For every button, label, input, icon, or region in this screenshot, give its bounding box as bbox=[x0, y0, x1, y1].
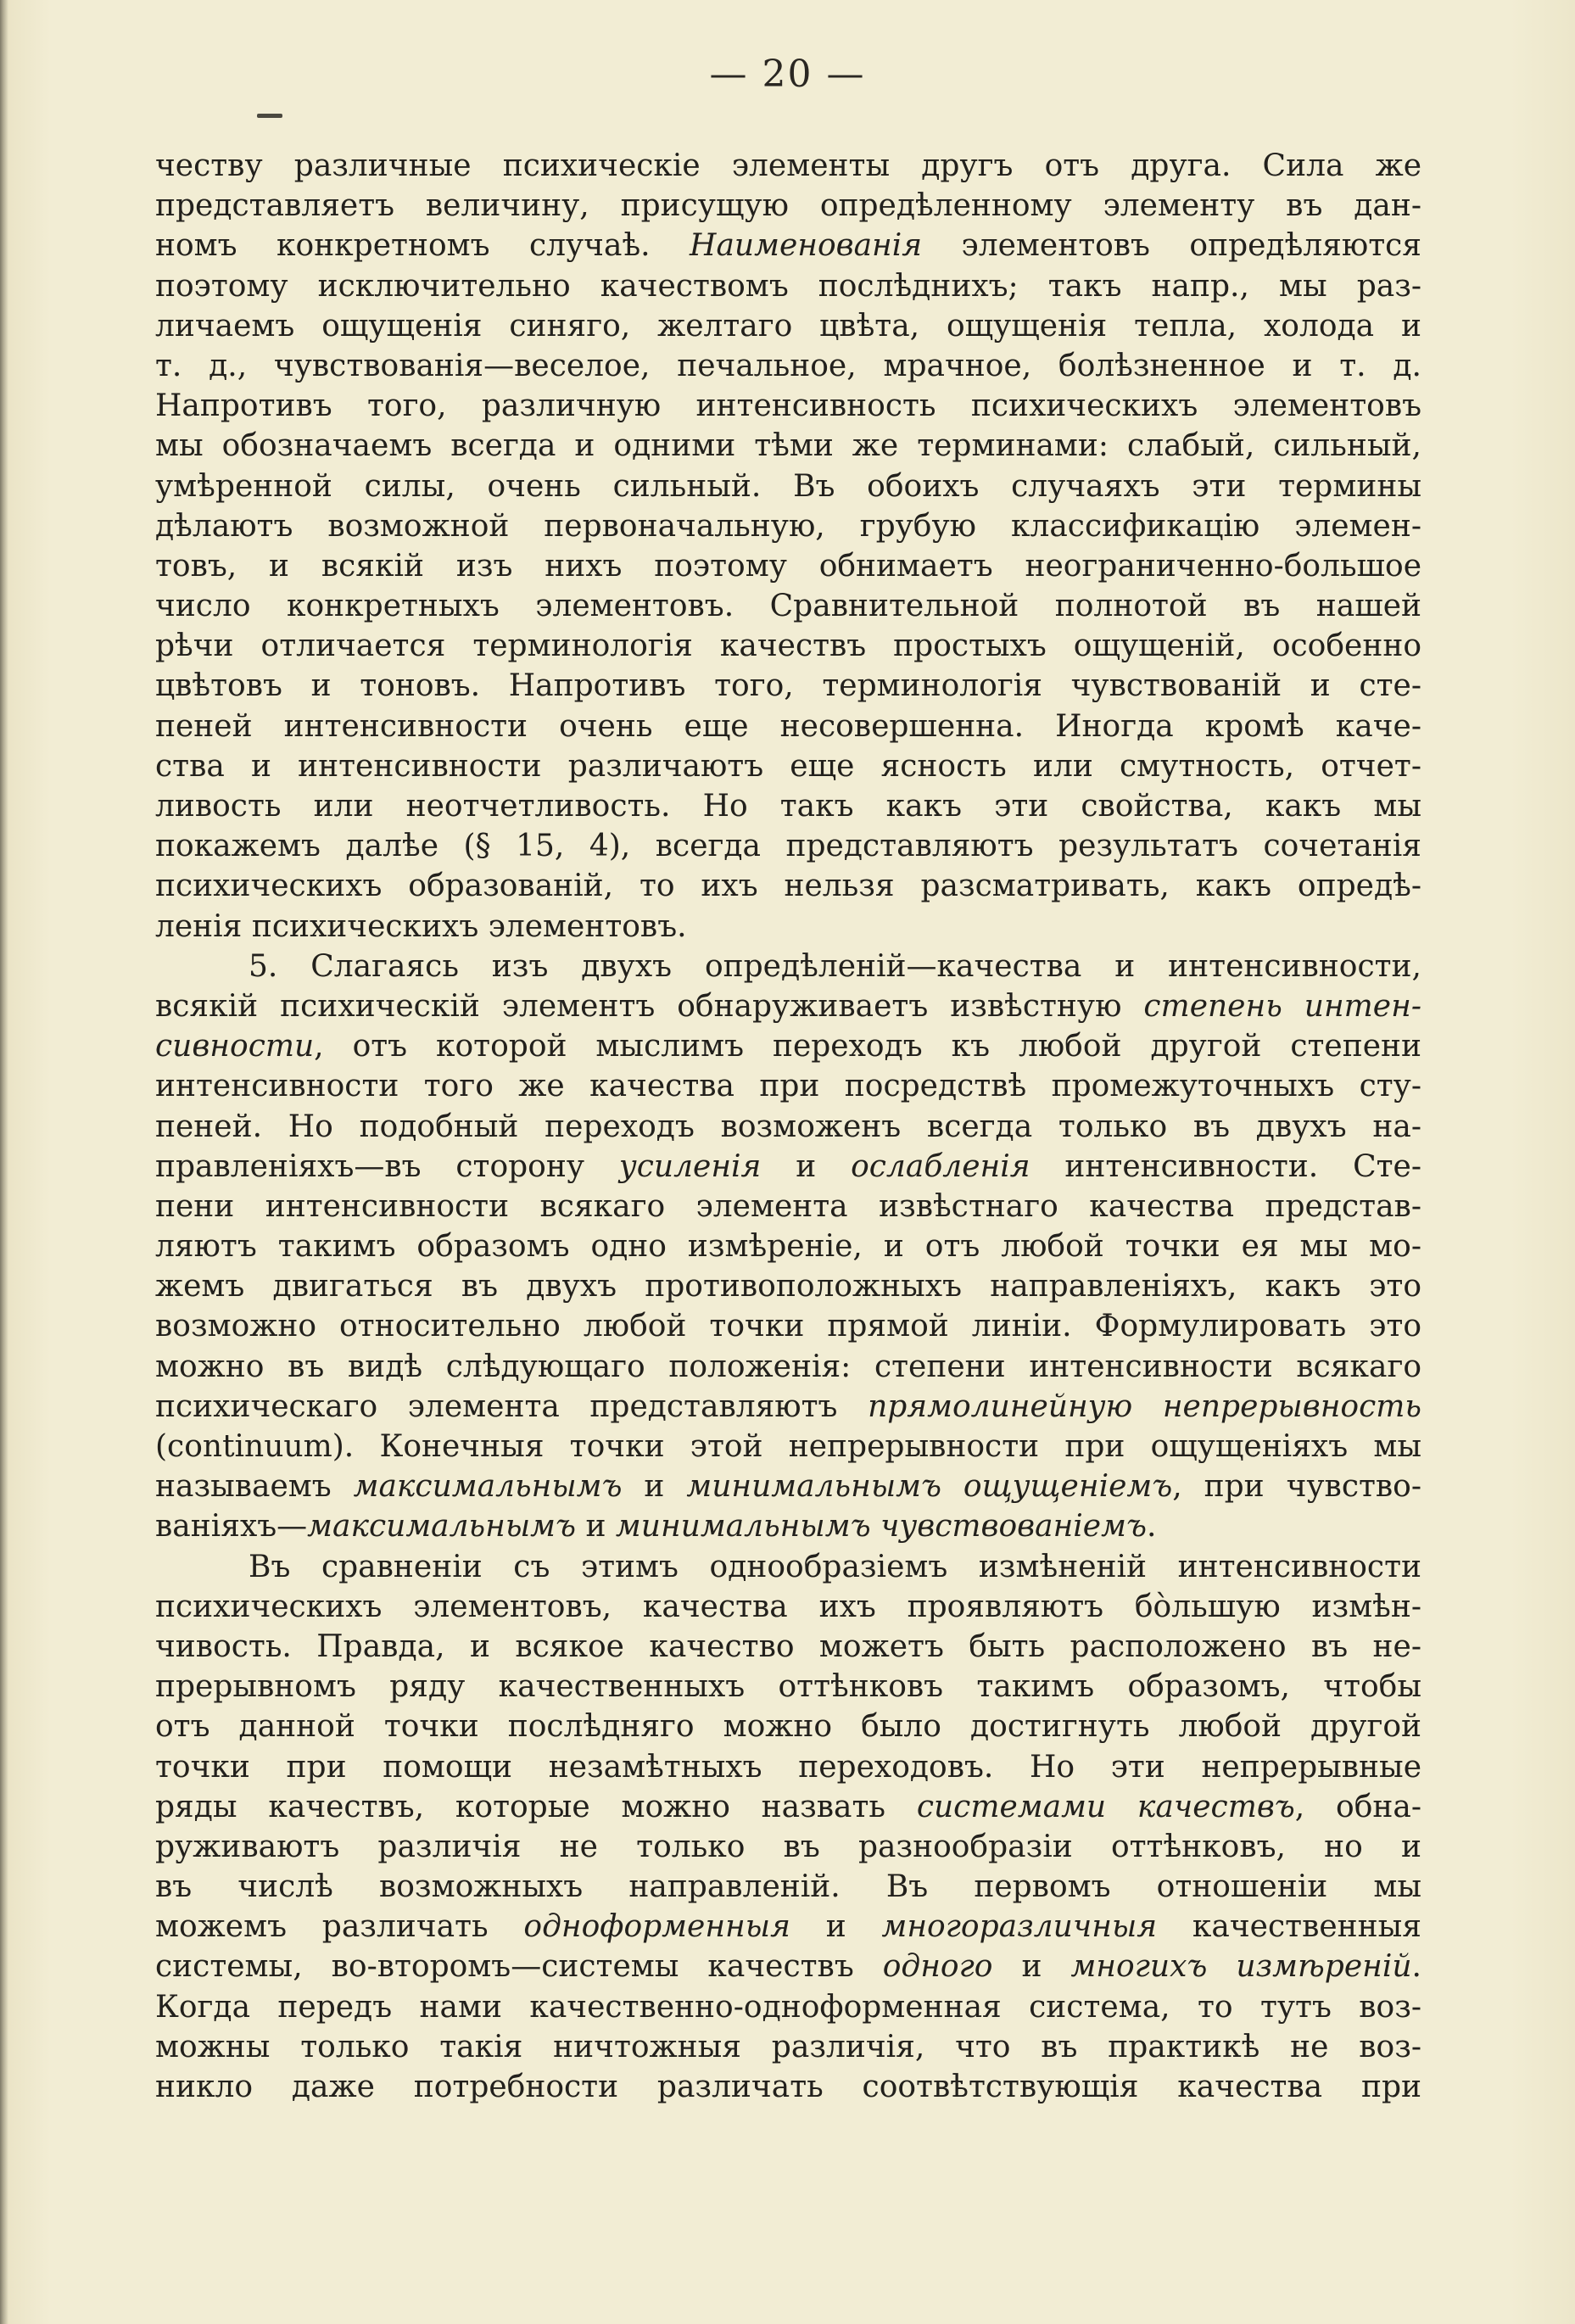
italic-term: степень интен- bbox=[1143, 988, 1421, 1024]
text-line bbox=[155, 306, 1421, 346]
text-line bbox=[155, 506, 1421, 546]
binding-edge bbox=[0, 0, 8, 2324]
text-line bbox=[155, 626, 1421, 666]
text-line bbox=[155, 186, 1421, 226]
text-run: въ числѣ возможныхъ направленій. Въ первомъ отношеніи мы bbox=[155, 1869, 1421, 1905]
text-run: рѣчи отличается терминологія качествъ простыхъ ощущеній, особенно bbox=[155, 628, 1421, 664]
text-line bbox=[155, 1787, 1421, 1827]
text-run: ства и интенсивности различаютъ еще ясность или смутность, отчет- bbox=[155, 748, 1421, 784]
text-line bbox=[155, 1347, 1421, 1387]
text-run: Когда передъ нами качественно-одноформенная система, то тутъ воз- bbox=[155, 1989, 1421, 2025]
text-run: покажемъ далѣе (§ 15, 4), всегда представляютъ результатъ сочетанія bbox=[155, 829, 1421, 864]
text-run: всякій психическій элементъ обнаруживаетъ извѣстную bbox=[155, 988, 1144, 1024]
text-run: психическаго элемента представляютъ bbox=[155, 1388, 868, 1424]
text-run: . bbox=[1146, 1509, 1157, 1545]
text-line bbox=[155, 1747, 1421, 1787]
text-run: жемъ двигаться въ двухъ противоположныхъ направленіяхъ, какъ это bbox=[155, 1269, 1421, 1304]
text-run: элементовъ опредѣляются bbox=[922, 228, 1421, 264]
italic-term: сивности bbox=[155, 1029, 315, 1064]
text-line bbox=[155, 1187, 1421, 1226]
text-run: представляетъ величину, присущую опредѣленному элементу въ дан- bbox=[155, 188, 1421, 224]
text-run: и bbox=[761, 1148, 852, 1184]
text-line bbox=[155, 426, 1421, 466]
text-line bbox=[155, 1907, 1421, 1947]
italic-term: минимальнымъ чувствованіемъ bbox=[615, 1509, 1147, 1545]
italic-term: ослабленія bbox=[851, 1148, 1030, 1184]
text-run: интенсивности того же качества при посредствѣ промежуточныхъ сту- bbox=[155, 1069, 1421, 1104]
text-line bbox=[155, 786, 1421, 826]
text-run: возможно относительно любой точки прямой линіи. Формулировать это bbox=[155, 1309, 1421, 1344]
text-run: точки при помощи незамѣтныхъ переходовъ. Но эти непрерывные bbox=[155, 1749, 1421, 1785]
text-run: пеней интенсивности очень еще несовершенна. Иногда кромѣ каче- bbox=[155, 708, 1421, 744]
italic-term: максимальнымъ bbox=[353, 1469, 623, 1505]
text-run: пеней. Но подобный переходъ возможенъ всегда только въ двухъ на- bbox=[155, 1109, 1421, 1144]
text-run: . bbox=[1411, 1949, 1421, 1985]
text-run: можно въ видѣ слѣдующаго положенія: степени интенсивности всякаго bbox=[155, 1349, 1421, 1384]
text-line bbox=[155, 1306, 1421, 1346]
text-run: товъ, и всякій изъ нихъ поэтому обнимаетъ неограниченно-большое bbox=[155, 548, 1421, 584]
text-line bbox=[155, 1987, 1421, 2027]
italic-term: одноформенныя bbox=[523, 1909, 790, 1945]
text-line bbox=[155, 907, 1421, 947]
text-run: пени интенсивности всякаго элемента извѣстнаго качества представ- bbox=[155, 1188, 1421, 1224]
text-run: личаемъ ощущенія синяго, желтаго цвѣта, ощущенія тепла, холода и bbox=[155, 308, 1421, 344]
text-run: Напротивъ того, различную интенсивность психическихъ элементовъ bbox=[155, 388, 1421, 424]
italic-term: системами качествъ bbox=[916, 1789, 1295, 1824]
text-line bbox=[155, 666, 1421, 706]
text-run: правленіяхъ—въ сторону bbox=[155, 1148, 619, 1184]
body-text bbox=[155, 146, 1421, 2107]
text-run: интенсивности. Сте- bbox=[1030, 1148, 1421, 1184]
text-run: можны только такія ничтожныя различія, что въ практикѣ не воз- bbox=[155, 2029, 1421, 2064]
italic-term: усиленія bbox=[618, 1148, 762, 1184]
text-line bbox=[155, 1107, 1421, 1147]
text-run: ряды качествъ, которые можно назвать bbox=[155, 1789, 917, 1824]
text-run: ливость или неотчетливость. Но такъ какъ эти свойства, какъ мы bbox=[155, 789, 1421, 824]
text-run: 5. Слагаясь изъ двухъ опредѣленій—качества и интенсивности, bbox=[249, 948, 1421, 984]
text-line bbox=[155, 1266, 1421, 1306]
text-line bbox=[155, 546, 1421, 586]
text-run: ваніяхъ— bbox=[155, 1509, 308, 1545]
italic-term: многоразличныя bbox=[881, 1909, 1158, 1945]
text-line bbox=[155, 586, 1421, 626]
text-run: (continuum). Конечныя точки этой непрерывности при ощущеніяхъ мы bbox=[155, 1429, 1421, 1464]
text-line bbox=[155, 1466, 1421, 1506]
text-run: прерывномъ ряду качественныхъ оттѣнковъ такимъ образомъ, чтобы bbox=[155, 1669, 1421, 1705]
text-run: ленія психическихъ элементовъ. bbox=[155, 908, 687, 944]
text-run: руживаютъ различія не только въ разнообразіи оттѣнковъ, но и bbox=[155, 1829, 1421, 1864]
text-run: и bbox=[790, 1909, 882, 1945]
text-line bbox=[155, 866, 1421, 906]
text-run: и bbox=[622, 1469, 687, 1505]
page-number: — 20 — bbox=[709, 53, 866, 96]
text-line bbox=[155, 746, 1421, 786]
text-line bbox=[155, 2027, 1421, 2067]
text-run: номъ конкретномъ случаѣ. bbox=[155, 228, 690, 264]
text-line bbox=[155, 1506, 1421, 1546]
text-run: психическихъ образованій, то ихъ нельзя разсматривать, какъ опредѣ- bbox=[155, 869, 1421, 904]
text-line bbox=[155, 226, 1421, 265]
text-run: и bbox=[992, 1949, 1071, 1985]
text-run: отъ данной точки послѣдняго можно было достигнуть любой другой bbox=[155, 1709, 1421, 1745]
italic-term: многихъ измѣреній bbox=[1070, 1949, 1412, 1985]
text-line bbox=[155, 707, 1421, 746]
text-run: системы, во-второмъ—системы качествъ bbox=[155, 1949, 883, 1985]
text-run: честву различные психическіе элементы другъ отъ друга. Сила же bbox=[155, 148, 1421, 183]
text-line bbox=[155, 1147, 1421, 1187]
italic-term: прямолинейную непрерывность bbox=[868, 1388, 1421, 1424]
text-line bbox=[155, 947, 1421, 986]
text-run: никло даже потребности различать соотвѣтствующія качества при bbox=[155, 2070, 1421, 2104]
text-line bbox=[155, 1707, 1421, 1746]
text-line bbox=[155, 1827, 1421, 1867]
text-run: умѣренной силы, очень сильный. Въ обоихъ случаяхъ эти термины bbox=[155, 468, 1421, 504]
text-run: называемъ bbox=[155, 1469, 354, 1505]
text-run: качественныя bbox=[1157, 1909, 1421, 1945]
text-line bbox=[155, 1387, 1421, 1427]
text-line bbox=[155, 826, 1421, 866]
text-line bbox=[155, 346, 1421, 386]
text-run: , обна- bbox=[1294, 1789, 1421, 1824]
text-run: мы обозначаемъ всегда и одними тѣми же терминами: слабый, сильный, bbox=[155, 428, 1421, 464]
text-run: , отъ которой мыслимъ переходъ къ любой другой степени bbox=[314, 1029, 1421, 1064]
text-line bbox=[155, 1667, 1421, 1707]
text-line bbox=[155, 1066, 1421, 1106]
italic-term: максимальнымъ bbox=[307, 1509, 577, 1545]
text-line bbox=[155, 266, 1421, 306]
text-run: можемъ различать bbox=[155, 1909, 524, 1945]
text-run: Въ сравненіи съ этимъ однообразіемъ измѣненій интенсивности bbox=[249, 1549, 1421, 1584]
text-line bbox=[155, 1427, 1421, 1466]
italic-term: одного bbox=[882, 1949, 993, 1985]
italic-term: минимальнымъ ощущеніемъ bbox=[686, 1469, 1173, 1505]
italic-term: Наименованія bbox=[690, 228, 923, 264]
text-run: и bbox=[576, 1509, 616, 1545]
text-run: число конкретныхъ элементовъ. Сравнительной полнотой въ нашей bbox=[155, 589, 1421, 624]
text-line bbox=[155, 466, 1421, 506]
text-line bbox=[155, 1867, 1421, 1907]
text-run: психическихъ элементовъ, качества ихъ проявляютъ бо̀льшую измѣн- bbox=[155, 1589, 1421, 1624]
text-run: , при чувство- bbox=[1172, 1469, 1421, 1505]
text-run: ляютъ такимъ образомъ одно измѣреніе, и отъ любой точки ея мы мо- bbox=[155, 1229, 1421, 1265]
text-run: поэтому исключительно качествомъ послѣднихъ; такъ напр., мы раз- bbox=[155, 268, 1421, 304]
text-line bbox=[155, 1547, 1421, 1587]
text-line bbox=[155, 1026, 1421, 1066]
text-run: цвѣтовъ и тоновъ. Напротивъ того, терминологія чувствованій и сте- bbox=[155, 668, 1421, 704]
text-line bbox=[155, 1226, 1421, 1266]
text-run: чивость. Правда, и всякое качество можетъ быть расположено въ не- bbox=[155, 1628, 1421, 1664]
text-line bbox=[155, 986, 1421, 1026]
text-line bbox=[155, 1627, 1421, 1667]
text-line bbox=[155, 146, 1421, 186]
text-run: т. д., чувствованія—веселое, печальное, мрачное, болѣзненное и т. д. bbox=[155, 348, 1421, 383]
text-line bbox=[155, 386, 1421, 426]
ink-mark bbox=[257, 114, 282, 118]
text-line bbox=[155, 1947, 1421, 1986]
text-line bbox=[155, 1587, 1421, 1627]
text-run: дѣлаютъ возможной первоначальную, грубую классификацію элемен- bbox=[155, 508, 1421, 544]
text-line bbox=[155, 2067, 1421, 2107]
